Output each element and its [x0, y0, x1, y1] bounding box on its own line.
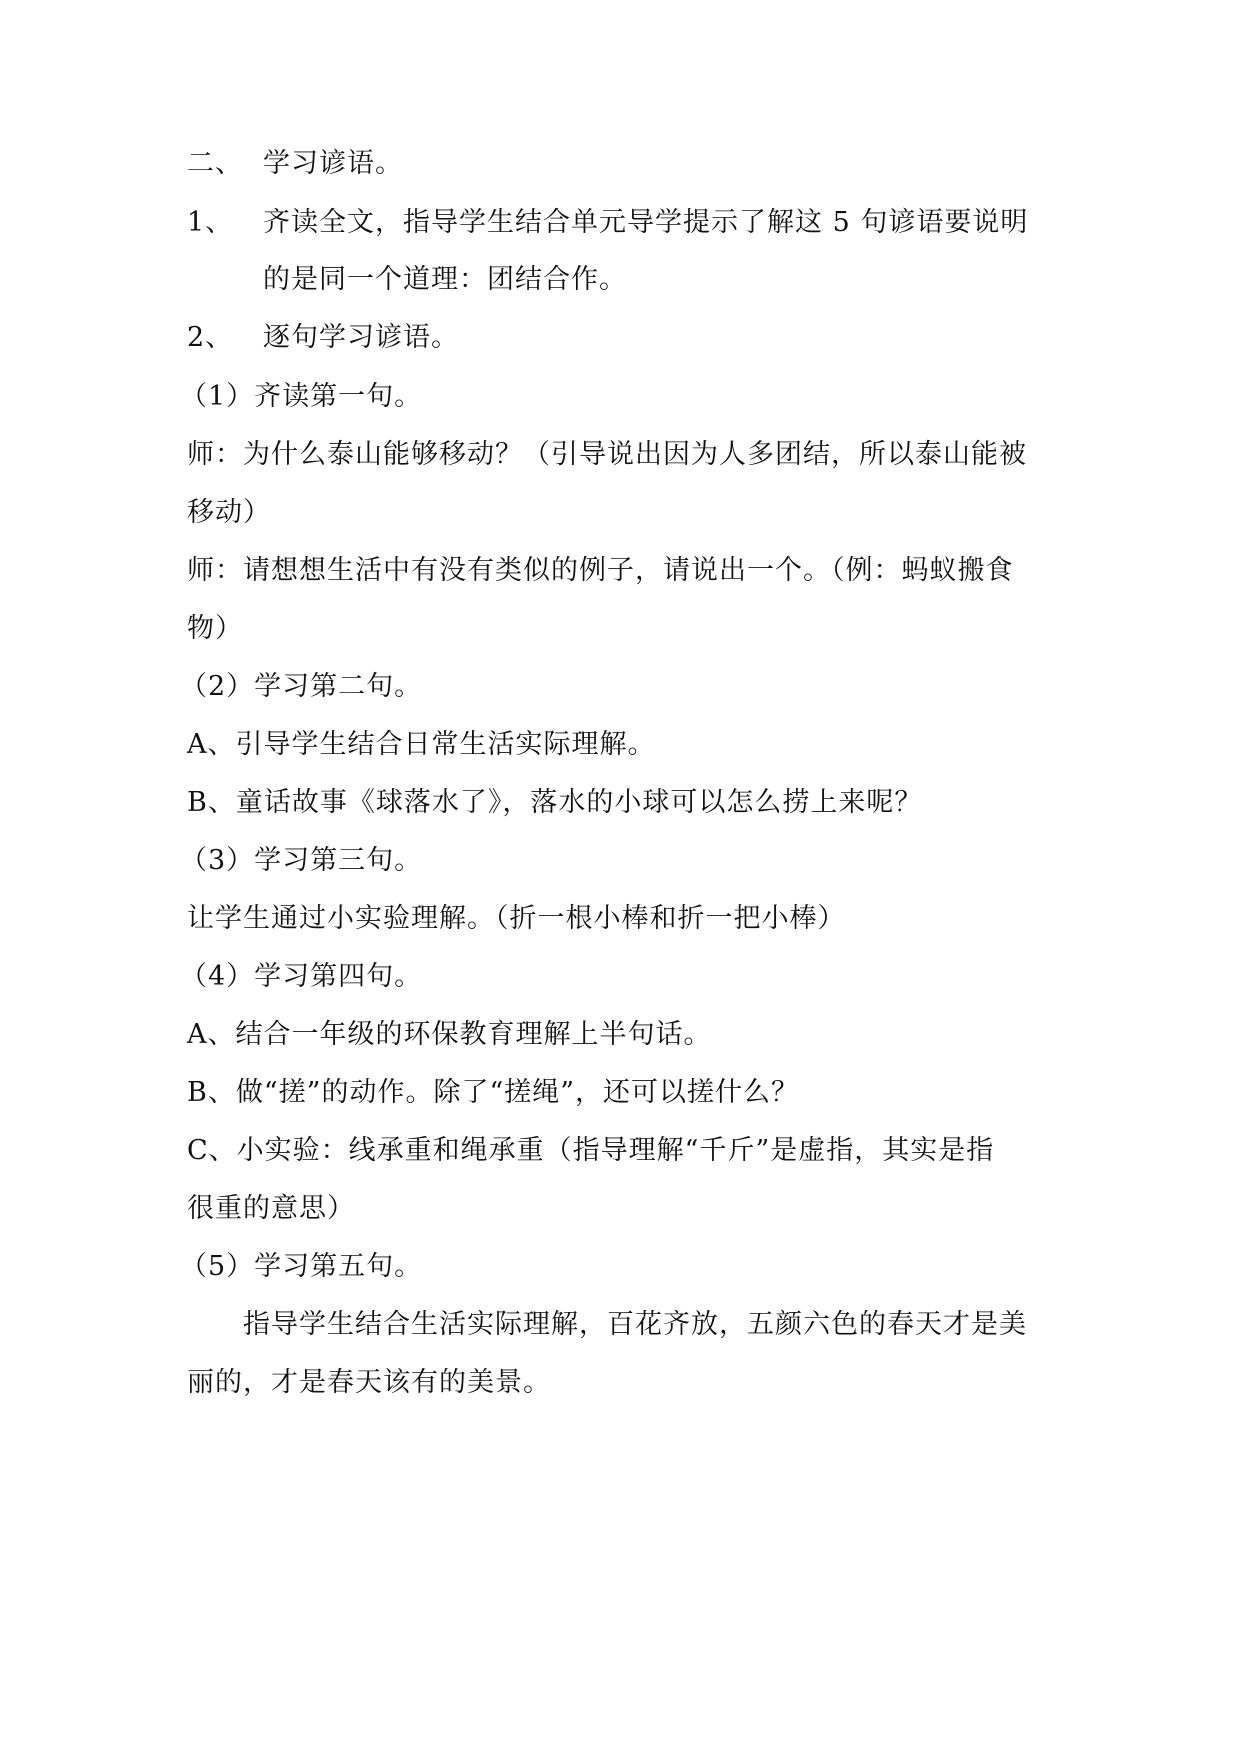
sentence-5-text: 指导学生结合生活实际理解，百花齐放，五颜六色的春天才是美 [243, 1309, 1027, 1340]
sentence-4-point-b: B、做“搓”的动作。除了“搓绳”，还可以搓什么？ [187, 1077, 800, 1108]
sentence-4-title: （4）学习第四句。 [180, 961, 423, 992]
sentence-2-title: （2）学习第二句。 [180, 671, 423, 702]
item-2 [187, 320, 1067, 356]
item-2-text: 逐句学习谚语。 [263, 322, 459, 353]
section-heading [187, 146, 1067, 182]
sentence-4-point-c-cont: 很重的意思） [187, 1193, 355, 1224]
item-2-marker: 2、 [187, 322, 234, 353]
sentence-3-title: （3）学习第三句。 [180, 845, 423, 876]
section-title: 学习谚语。 [263, 148, 403, 179]
sentence-5-text-cont: 丽的，才是春天该有的美景。 [187, 1367, 551, 1398]
sentence-2-point-b: B、童话故事《球落水了》，落水的小球可以怎么捞上来呢？ [187, 787, 923, 818]
sentence-1-question-2-cont: 物） [187, 613, 243, 644]
section-marker: 二、 [187, 148, 243, 179]
sentence-1-question-1: 师：为什么泰山能够移动？（引导说出因为人多团结，所以泰山能被 [187, 439, 1027, 470]
sentence-4-point-c: C、小实验：线承重和绳承重（指导理解“千斤”是虚指，其实是指 [187, 1135, 995, 1166]
sentence-4-point-a: A、结合一年级的环保教育理解上半句话。 [187, 1019, 712, 1050]
item-1-marker: 1、 [187, 207, 234, 238]
item-1 [187, 205, 1067, 241]
sentence-2-point-a: A、引导学生结合日常生活实际理解。 [187, 729, 656, 760]
sentence-1-question-2: 师：请想想生活中有没有类似的例子，请说出一个。（例：蚂蚁搬食 [187, 555, 1014, 586]
sentence-1-title: （1）齐读第一句。 [180, 381, 423, 412]
item-1-text: 齐读全文，指导学生结合单元导学提示了解这 5 句谚语要说明 [263, 207, 1029, 238]
sentence-3-text: 让学生通过小实验理解。（折一根小棒和折一把小棒） [187, 903, 846, 934]
item-1-continuation: 的是同一个道理：团结合作。 [263, 264, 627, 295]
sentence-5-title: （5）学习第五句。 [180, 1251, 423, 1282]
sentence-1-question-1-cont: 移动） [187, 497, 271, 528]
